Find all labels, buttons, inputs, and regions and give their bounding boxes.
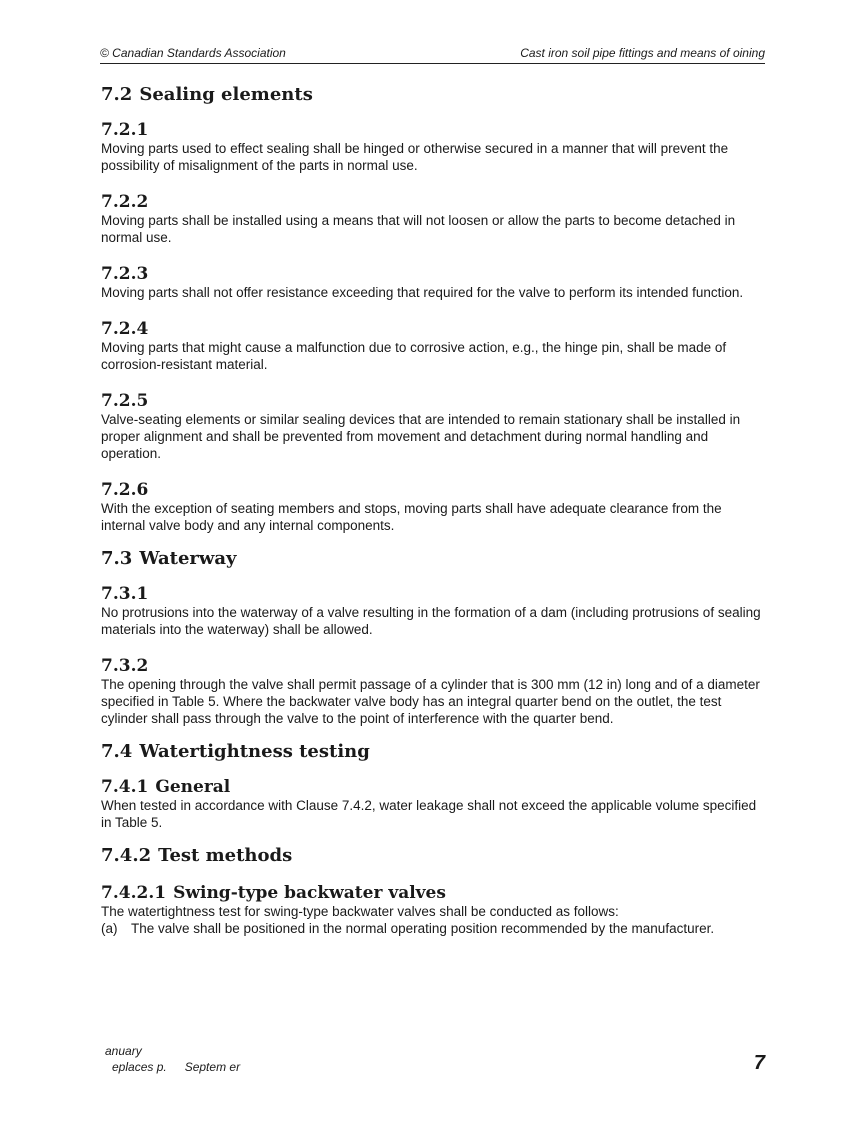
clause-heading: 7.4.2.1 Swing-type backwater valves (101, 883, 446, 903)
clause-text: No protrusions into the waterway of a valve resulting in the formation of a dam (including protrusions of sealing materials into the waterway) shall be allowed. (101, 605, 761, 637)
clause-number: 7.3.1 (101, 584, 149, 604)
clause-number: 7.2.6 (101, 480, 149, 500)
clause-number: 7.2.5 (101, 391, 149, 411)
header-publisher: © Canadian Standards Association (100, 46, 286, 60)
list-item-text: The valve shall be positioned in the normal operating position recommended by the manufacturer. (131, 921, 715, 936)
footer-date: anuary (105, 1044, 142, 1058)
clause-number: 7.2.3 (101, 264, 149, 284)
clause-7-4-1 (101, 777, 766, 831)
list-item (101, 920, 766, 937)
clause-text: Moving parts that might cause a malfunction due to corrosive action, e.g., the hinge pin, shall be made of corrosion-resistant material. (101, 340, 727, 372)
clause-7-2-2 (101, 192, 766, 246)
footer-replaces: eplaces p. Septem er (112, 1060, 241, 1074)
clause-text: Moving parts shall not offer resistance exceeding that required for the valve to perform its intended function. (101, 285, 744, 300)
header-document-title: Cast iron soil pipe fittings and means of oining (520, 46, 765, 60)
clause-number: 7.2.2 (101, 192, 149, 212)
clause-text: Valve-seating elements or similar sealing devices that are intended to remain stationary shall be installed in proper alignment and shall be prevented from movement and detachment during normal handling and operation. (101, 412, 741, 461)
section-heading-7-4-2: 7.4.2 Test methods (101, 845, 293, 866)
list-marker: (a) (101, 921, 118, 936)
footer-edition-info (105, 1043, 240, 1075)
clause-7-2-3 (101, 264, 766, 301)
clause-7-2-1 (101, 120, 766, 174)
clause-text: Moving parts shall be installed using a means that will not loosen or allow the parts to become detached in normal use. (101, 213, 736, 245)
clause-number: 7.2.4 (101, 319, 149, 339)
page-content (101, 84, 766, 955)
clause-number: 7.2.1 (101, 120, 149, 140)
clause-text: With the exception of seating members and stops, moving parts shall have adequate clearance from the internal valve body and any internal components. (101, 501, 722, 533)
clause-number: 7.3.2 (101, 656, 149, 676)
clause-7-4-2-1 (101, 883, 766, 937)
page-header (100, 46, 765, 64)
clause-text: When tested in accordance with Clause 7.4.2, water leakage shall not exceed the applicable volume specified in Table 5. (101, 798, 757, 830)
clause-7-2-6 (101, 480, 766, 534)
section-heading-7-4: 7.4 Watertightness testing (101, 741, 370, 762)
clause-7-2-4 (101, 319, 766, 373)
page-number: 7 (753, 1052, 765, 1074)
section-heading-7-2: 7.2 Sealing elements (101, 84, 313, 105)
clause-text: The watertightness test for swing-type backwater valves shall be conducted as follows: (101, 904, 619, 919)
clause-7-3-1 (101, 584, 766, 638)
clause-heading: 7.4.1 General (101, 777, 231, 797)
clause-7-2-5 (101, 391, 766, 462)
section-heading-7-3: 7.3 Waterway (101, 548, 237, 569)
clause-text: The opening through the valve shall permit passage of a cylinder that is 300 mm (12 in) long and of a diameter specified in Table 5. Where the backwater valve body has an integral quarter bend on the outlet, the test cylinder shall pass through the valve to the point of interference with the quarter bend. (101, 677, 760, 726)
clause-text: Moving parts used to effect sealing shall be hinged or otherwise secured in a manner that will prevent the possibility of misalignment of the parts in normal use. (101, 141, 729, 173)
clause-7-3-2 (101, 656, 766, 727)
